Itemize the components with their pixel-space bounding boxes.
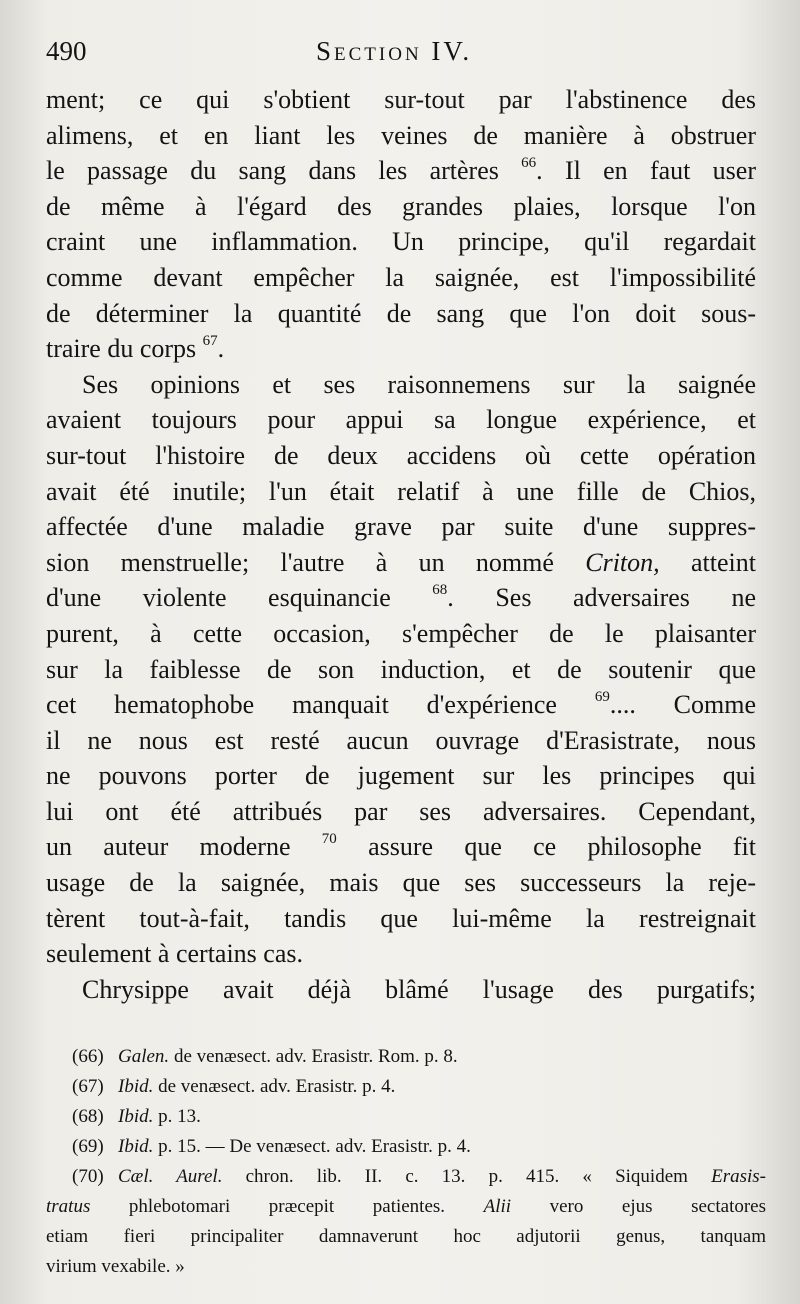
footnote-68 <box>46 1102 766 1132</box>
text-line: affectée d'une maladie grave par suite d'une suppres- <box>46 512 756 542</box>
text-fragment: assure que ce philosophe fit <box>336 832 756 862</box>
citation-text: p. 15. — De venæsect. adv. Erasistr. p. 4. <box>153 1136 471 1157</box>
text-line: sur-tout l'histoire de deux accidens où cette opération <box>46 440 756 470</box>
footnote-number: (69) <box>72 1136 104 1157</box>
citation-text: chron. lib. II. c. 13. p. 415. « Siquidem <box>222 1166 712 1187</box>
text-fragment: atteint <box>659 547 756 577</box>
text-line: craint une inflammation. Un principe, qu'il regardait <box>46 227 756 257</box>
footnote-70 <box>46 1162 766 1192</box>
footnote-ref[interactable]: 70 <box>321 831 337 848</box>
footnote-70-continued <box>46 1192 766 1222</box>
text-line <box>46 153 756 189</box>
text-fragment: sion menstruelle; l'autre à un nommé <box>46 547 586 577</box>
text-line <box>46 545 756 581</box>
text-line: Chrysippe avait déjà blâmé l'usage des purgatifs; <box>82 974 756 1004</box>
text-line: Ses opinions et ses raisonnemens sur la saignée <box>82 369 756 399</box>
text-fragment: d'une violente esquinancie <box>46 583 433 613</box>
text-line <box>46 580 756 616</box>
citation-text: de venæsect. adv. Erasistr. Rom. p. 8. <box>169 1046 458 1067</box>
citation-text: vero ejus sectatores <box>511 1196 767 1217</box>
footnote-ref[interactable]: 67 <box>202 333 218 350</box>
main-text <box>46 82 756 1007</box>
text-line: ne pouvons porter de jugement sur les principes qui <box>46 761 756 791</box>
person-name: Criton, <box>585 547 660 577</box>
text-fragment: traire du corps <box>46 334 203 364</box>
citation-author: Galen. <box>118 1046 170 1067</box>
text-line: purent, à cette occasion, s'empêcher de le plaisanter <box>46 618 756 648</box>
citation-italic: tratus <box>46 1196 91 1217</box>
text-fragment: . <box>217 334 225 364</box>
text-line <box>46 331 756 367</box>
footnote-number: (67) <box>72 1076 104 1097</box>
footnote-ref[interactable]: 66 <box>521 155 537 172</box>
citation-author: Cæl. Aurel. <box>118 1166 223 1187</box>
text-line: lui ont été attribués par ses adversaires. Cependant, <box>46 796 756 826</box>
footnote-67 <box>46 1072 766 1102</box>
text-line: ment; ce qui s'obtient sur-tout par l'abstinence des <box>46 85 756 114</box>
text-fragment: . Il en faut user <box>536 156 756 186</box>
text-fragment: .... Comme <box>609 690 756 720</box>
text-line: avait été inutile; l'un était relatif à une fille de Chios, <box>46 476 756 506</box>
footnote-66 <box>46 1042 766 1072</box>
text-fragment: cet hematophobe manquait d'expérience <box>46 690 595 720</box>
footnote-number: (68) <box>72 1106 104 1127</box>
footnotes <box>46 1042 766 1282</box>
citation-author: Ibid. <box>118 1136 154 1157</box>
footnote-number: (66) <box>72 1046 104 1067</box>
text-line <box>46 829 756 865</box>
running-head: Section IV. <box>316 36 473 66</box>
text-line: avaient toujours pour appui sa longue expérience, et <box>46 405 756 435</box>
footnote-70-continued: virium vexabile. » <box>46 1256 185 1277</box>
text-fragment: . Ses adversaires ne <box>447 583 756 613</box>
text-line: comme devant empêcher la saignée, est l'impossibilité <box>46 262 756 292</box>
text-line: usage de la saignée, mais que ses successeurs la reje- <box>46 868 756 898</box>
text-line <box>46 687 756 723</box>
footnote-ref[interactable]: 68 <box>432 582 448 599</box>
text-fragment: un auteur moderne <box>46 832 322 862</box>
citation-text: de venæsect. adv. Erasistr. p. 4. <box>153 1076 396 1097</box>
footnote-number: (70) <box>72 1166 104 1187</box>
text-line: il ne nous est resté aucun ouvrage d'Erasistrate, nous <box>46 725 756 755</box>
text-fragment: le passage du sang dans les artères <box>46 156 522 186</box>
text-line: de déterminer la quantité de sang que l'on doit sous- <box>46 298 756 328</box>
page-header <box>46 36 766 76</box>
text-line: tèrent tout-à-fait, tandis que lui-même la restreignait <box>46 903 756 933</box>
citation-author: Ibid. <box>118 1076 154 1097</box>
citation-text: phlebotomari præcepit patientes. <box>90 1196 484 1217</box>
text-line: seulement à certains cas. <box>46 939 303 969</box>
text-line: alimens, et en liant les veines de manière à obstruer <box>46 120 756 150</box>
citation-author: Ibid. <box>118 1106 154 1127</box>
citation-italic: Erasis- <box>711 1166 766 1187</box>
footnote-ref[interactable]: 69 <box>594 689 610 706</box>
footnote-70-continued: etiam fieri principaliter damnaverunt hoc adjutorii genus, tanquam <box>46 1226 766 1247</box>
text-line: sur la faiblesse de son induction, et de soutenir que <box>46 654 756 684</box>
citation-italic: Alii <box>483 1196 512 1217</box>
footnote-69 <box>46 1132 766 1162</box>
text-line: de même à l'égard des grandes plaies, lorsque l'on <box>46 191 756 221</box>
citation-text: p. 13. <box>153 1106 201 1127</box>
page-number: 490 <box>46 36 87 66</box>
